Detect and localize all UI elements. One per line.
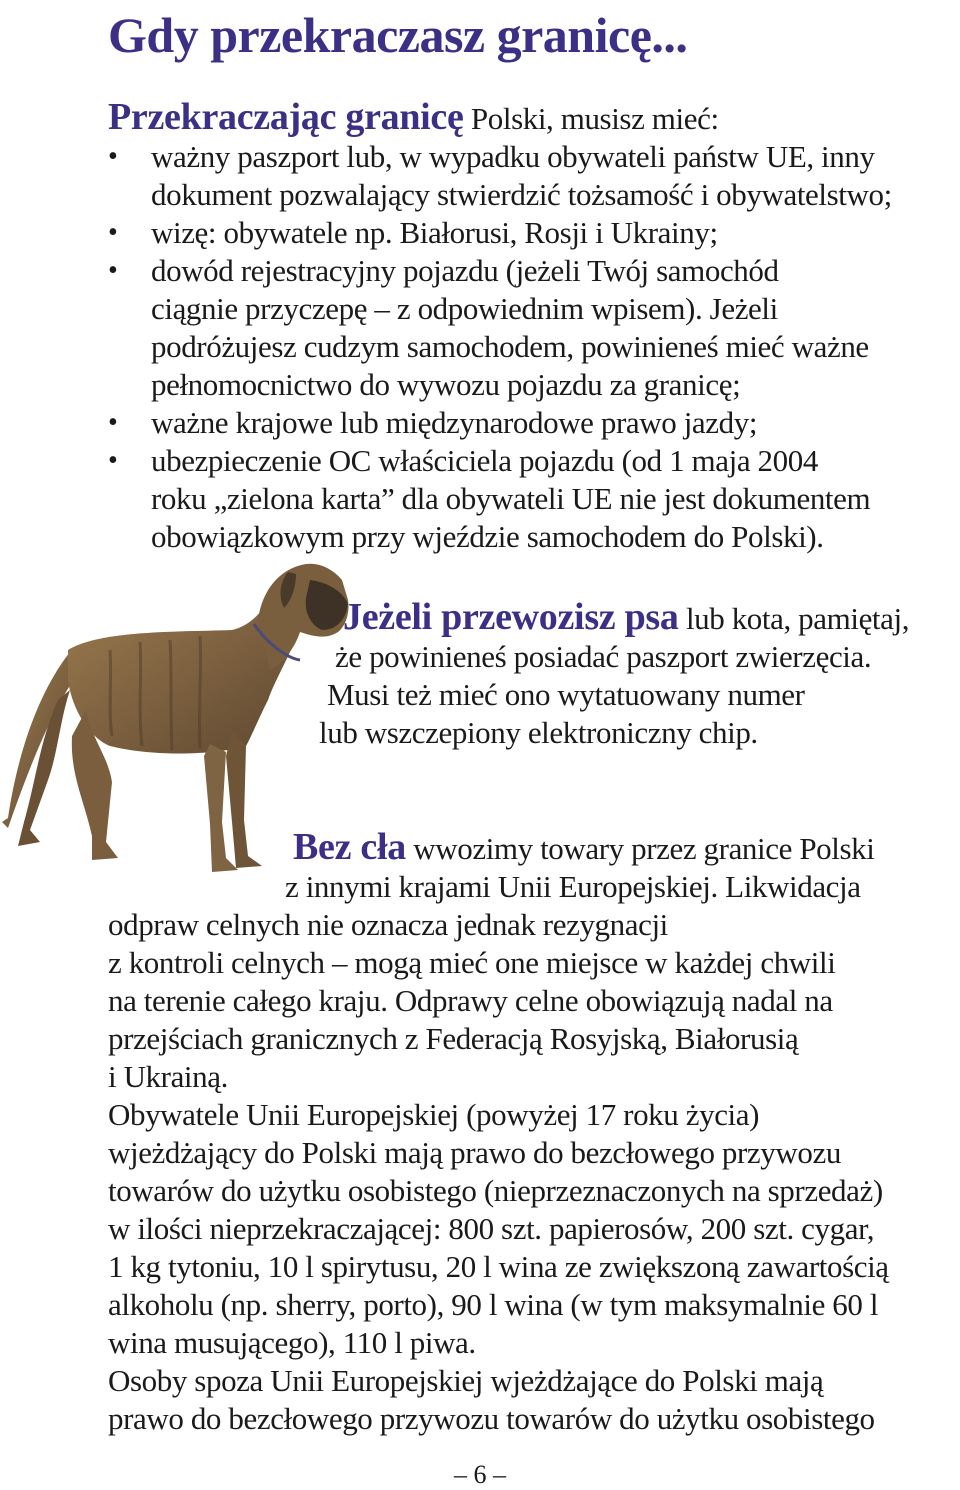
section3-line-16: prawo do bezcłowego przywozu towarów do użytku osobistego <box>108 1401 875 1436</box>
bullet-5-line-1: ubezpieczenie OC właściciela pojazdu (od 1 maja 2004 <box>151 443 818 478</box>
bullet-3-line-4: pełnomocnictwo do wywozu pojazdu za granicę; <box>151 367 741 402</box>
bullet-marker: • <box>108 407 118 438</box>
section3-line-15: Osoby spoza Unii Europejskiej wjeżdżające do Polski mają <box>108 1363 824 1398</box>
section1-intro-rest: Polski, musisz mieć: <box>463 101 719 136</box>
section3-line-10: towarów do użytku osobistego (nieprzeznaczonych na sprzedaż) <box>108 1173 883 1208</box>
page-title: Gdy przekraczasz granicę... <box>108 7 688 63</box>
section3-heading: Bez cła <box>293 826 406 868</box>
bullet-marker: • <box>108 255 118 286</box>
section3-line-13: alkoholu (np. sherry, porto), 90 l wina (w tym maksymalnie 60 l <box>108 1287 879 1322</box>
section3-first-rest: wwozimy towary przez granice Polski <box>405 831 875 866</box>
bullet-3-line-2: ciągnie przyczepę – z odpowiednim wpisem). Jeżeli <box>151 291 778 326</box>
section2-line-4: lub wszczepiony elektroniczny chip. <box>319 715 758 750</box>
bullet-marker: • <box>108 141 118 172</box>
section3-line-3: odpraw celnych nie oznacza jednak rezygnacji <box>108 907 668 942</box>
section3-line-14: wina musującego), 110 l piwa. <box>108 1325 476 1360</box>
section1-heading: Przekraczając granicę <box>108 96 464 138</box>
section3-line-1 <box>293 828 874 868</box>
page-number: – 6 – <box>454 1460 506 1489</box>
section1-intro <box>108 98 719 138</box>
bullet-1-line-1: ważny paszport lub, w wypadku obywateli państw UE, inny <box>151 139 875 174</box>
bullet-1-line-2: dokument pozwalający stwierdzić tożsamość i obywatelstwo; <box>151 177 892 212</box>
bullet-2-line-1: wizę: obywatele np. Białorusi, Rosji i Ukrainy; <box>151 215 718 250</box>
bullet-3-line-1: dowód rejestracyjny pojazdu (jeżeli Twój samochód <box>151 253 779 288</box>
section3-line-7: i Ukrainą. <box>108 1059 228 1094</box>
section3-line-11: w ilości nieprzekraczającej: 800 szt. papierosów, 200 szt. cygar, <box>108 1211 875 1246</box>
bullet-marker: • <box>108 445 118 476</box>
section2-first-rest: lub kota, pamiętaj, <box>678 601 910 636</box>
section3-line-4: z kontroli celnych – mogą mieć one miejsce w każdej chwili <box>108 945 836 980</box>
section3-line-5: na terenie całego kraju. Odprawy celne obowiązują nadal na <box>108 983 833 1018</box>
section3-line-9: wjeżdżający do Polski mają prawo do bezcłowego przywozu <box>108 1135 841 1170</box>
section3-line-2: z innymi krajami Unii Europejskiej. Likwidacja <box>285 869 861 904</box>
section2-line-3: Musi też mieć ono wytatuowany numer <box>327 677 805 712</box>
bullet-5-line-2: roku „zielona karta” dla obywateli UE nie jest dokumentem <box>151 481 871 516</box>
bullet-4-line-1: ważne krajowe lub międzynarodowe prawo jazdy; <box>151 405 758 440</box>
bullet-5-line-3: obowiązkowym przy wjeździe samochodem do Polski). <box>151 519 824 554</box>
section2-line-2: że powinieneś posiadać paszport zwierzęcia. <box>335 639 872 674</box>
section2-line-1 <box>343 598 909 638</box>
section2-heading: Jeżeli przewozisz psa <box>343 596 679 638</box>
bullet-marker: • <box>108 217 118 248</box>
section3-line-6: przejściach granicznych z Federacją Rosyjską, Białorusią <box>108 1021 799 1056</box>
section3-line-8: Obywatele Unii Europejskiej (powyżej 17 roku życia) <box>108 1097 760 1132</box>
bullet-3-line-3: podróżujesz cudzym samochodem, powinieneś mieć ważne <box>151 329 869 364</box>
section3-line-12: 1 kg tytoniu, 10 l spirytusu, 20 l wina ze zwiększoną zawartością <box>108 1249 889 1284</box>
